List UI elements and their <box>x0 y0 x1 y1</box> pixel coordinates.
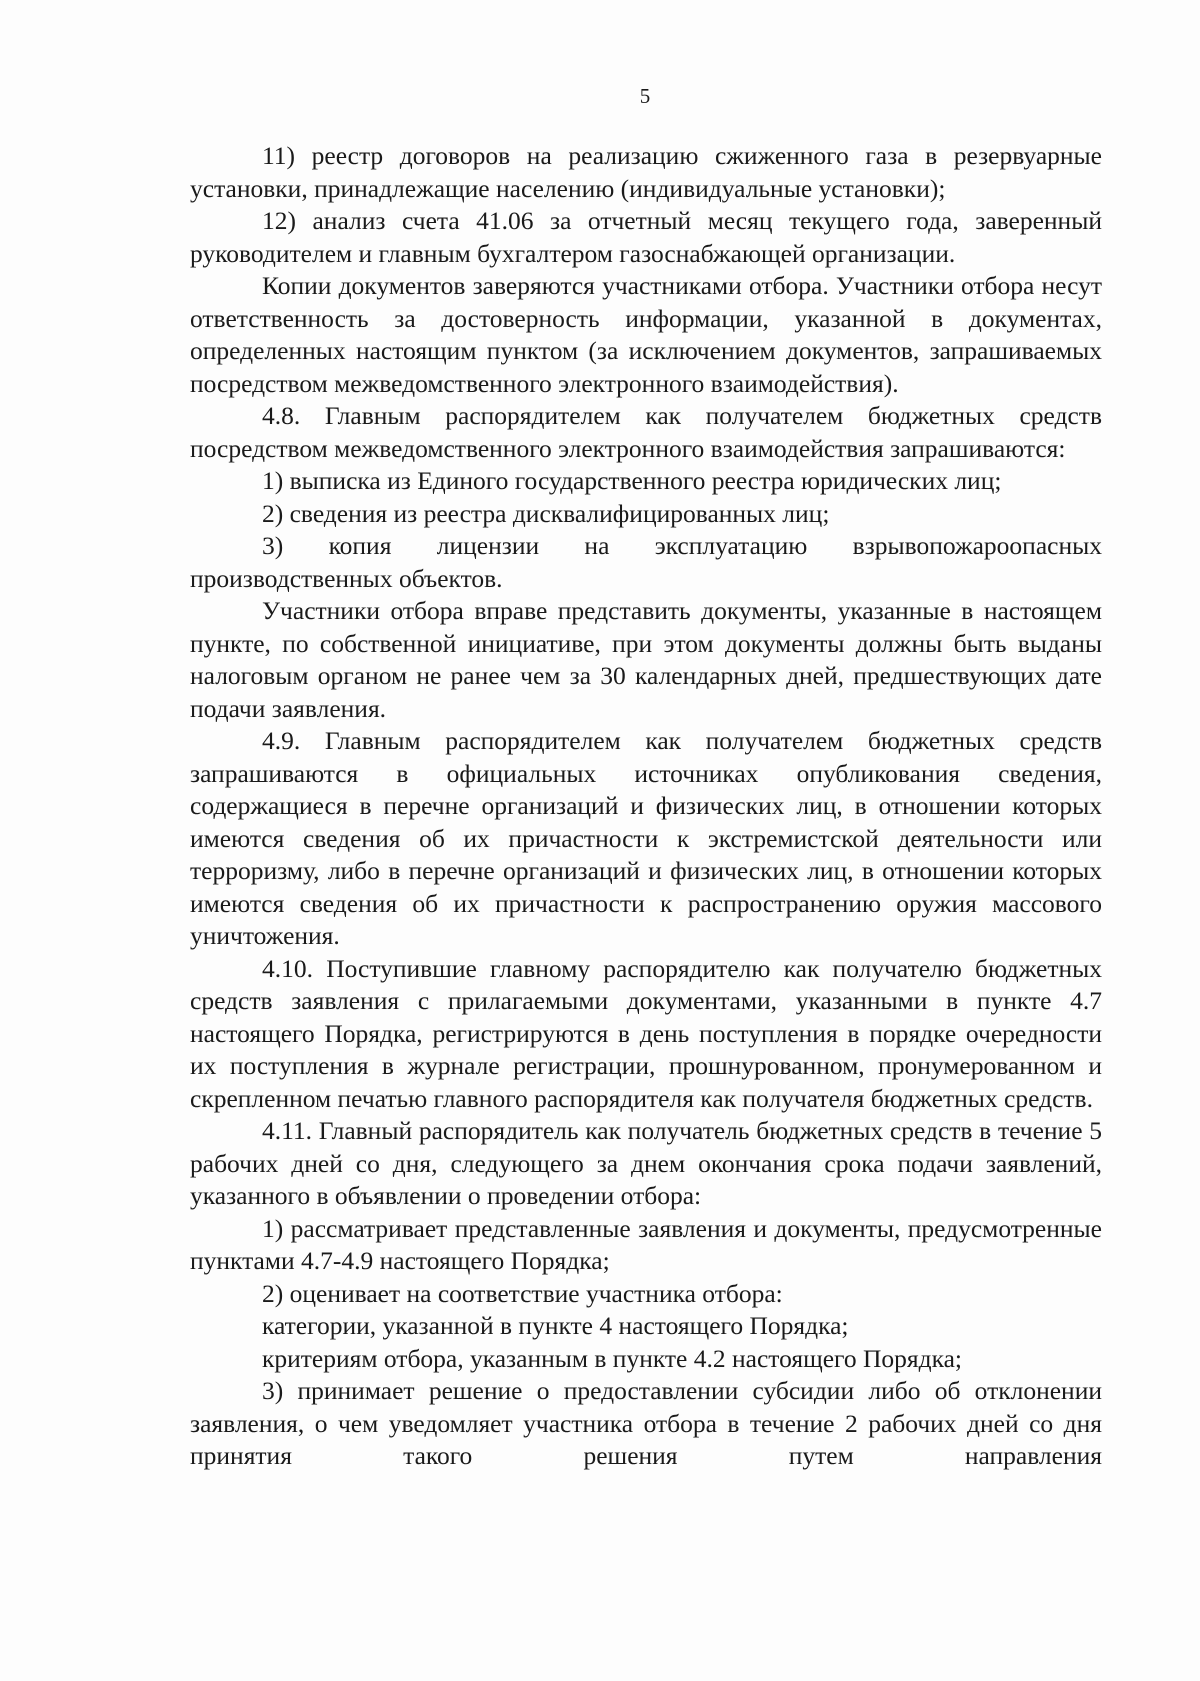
document-body <box>190 140 1102 1473</box>
paragraph-4-8: 4.8. Главным распорядителем как получателем бюджетных средств посредством межведомственного электронного взаимодействия запрашиваются: <box>190 401 1102 463</box>
paragraph-4-11-item-1: 1) рассматривает представленные заявления и документы, предусмотренные пунктами 4.7-4.9 настоящего Порядка; <box>190 1213 1102 1275</box>
paragraph-category: категории, указанной в пункте 4 настоящего Порядка; <box>262 1311 849 1340</box>
paragraph-4-8-item-3: 3) копия лицензии на эксплуатацию взрывопожароопасных производственных объектов. <box>190 531 1102 593</box>
paragraph-4-9: 4.9. Главным распорядителем как получателем бюджетных средств запрашиваются в официальных источниках опубликования сведения, содержащиеся в перечне организаций и физических лиц, в отношении которых имеются сведения об их причастности к экстремистской деятельности или терроризму, либо в перечне организаций и физических лиц, в отношении которых имеются сведения об их причастности к распространению оружия массового уничтожения. <box>190 726 1102 950</box>
paragraph-4-8-item-1: 1) выписка из Единого государственного реестра юридических лиц; <box>262 466 1002 495</box>
paragraph-criteria: критериям отбора, указанным в пункте 4.2 настоящего Порядка; <box>262 1343 962 1373</box>
paragraph-item-12: 12) анализ счета 41.06 за отчетный месяц текущего года, заверенный руководителем и главным бухгалтером газоснабжающей организации. <box>190 206 1102 268</box>
paragraph-participants-right: Участники отбора вправе представить документы, указанные в настоящем пункте, по собственной инициативе, при этом документы должны быть выданы налоговым органом не ранее чем за 30 календарных дней, предшествующих дате подачи заявления. <box>190 596 1102 723</box>
page-number: 5 <box>639 84 651 108</box>
paragraph-4-11-item-3: 3) принимает решение о предоставлении субсидии либо об отклонении заявления, о чем уведомляет участника отбора в течение 2 рабочих дней со дня принятия такого решения путем направления <box>190 1376 1102 1470</box>
paragraph-4-10: 4.10. Поступившие главному распорядителю как получателю бюджетных средств заявления с прилагаемыми документами, указанными в пункте 4.7 настоящего Порядка, регистрируются в день поступления в порядке очередности их поступления в журнале регистрации, прошнурованном, пронумерованном и скрепленном печатью главного распорядителя как получателя бюджетных средств. <box>190 953 1102 1113</box>
paragraph-4-11-item-2: 2) оценивает на соответствие участника отбора: <box>262 1278 783 1308</box>
paragraph-item-11: 11) реестр договоров на реализацию сжиженного газа в резервуарные установки, принадлежащие населению (индивидуальные установки); <box>190 141 1102 203</box>
paragraph-4-11: 4.11. Главный распорядитель как получатель бюджетных средств в течение 5 рабочих дней со дня, следующего за днем окончания срока подачи заявлений, указанного в объявлении о проведении отбора: <box>190 1116 1102 1210</box>
paragraph-copies: Копии документов заверяются участниками отбора. Участники отбора несут ответственность за достоверность информации, указанной в документах, определенных настоящим пунктом (за исключением документов, запрашиваемых посредством межведомственного электронного взаимодействия). <box>190 271 1102 398</box>
paragraph-4-8-item-2: 2) сведения из реестра дисквалифицированных лиц; <box>262 498 830 528</box>
